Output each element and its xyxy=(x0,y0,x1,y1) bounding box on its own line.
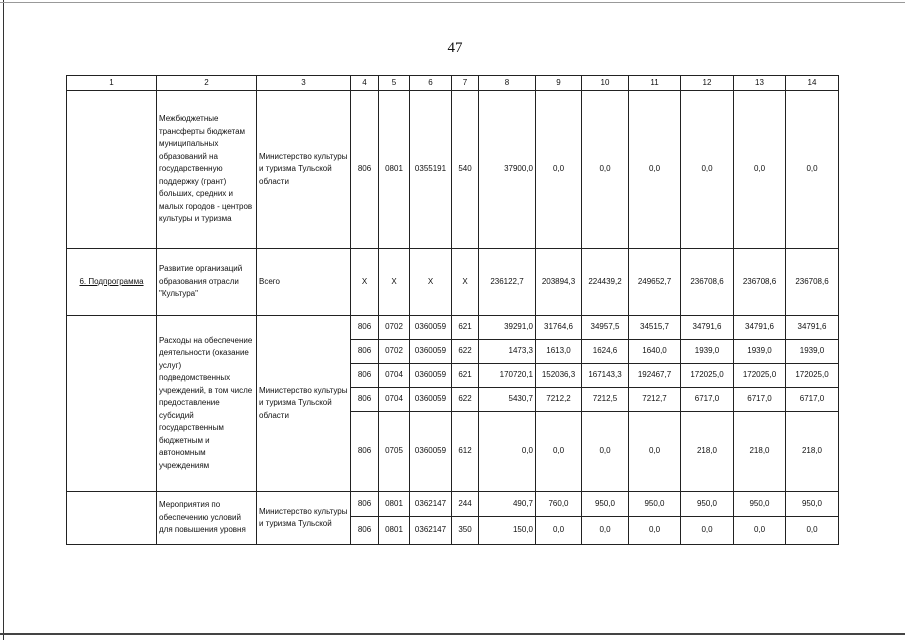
table-cell: X xyxy=(379,249,410,316)
table-cell xyxy=(67,316,157,492)
table-cell: 0801 xyxy=(379,91,410,249)
table-row xyxy=(67,316,839,340)
table-cell: 1939,0 xyxy=(681,340,734,364)
table-cell: 806 xyxy=(351,91,379,249)
header-cell: 2 xyxy=(157,76,257,91)
table-cell: 950,0 xyxy=(629,492,681,517)
table-cell: X xyxy=(452,249,479,316)
table-cell: 167143,3 xyxy=(582,364,629,388)
table-cell: 0,0 xyxy=(681,91,734,249)
subprogram-name: 6. Подпрограмма xyxy=(67,249,157,316)
header-cell: 7 xyxy=(452,76,479,91)
header-row xyxy=(67,76,839,91)
table-cell: 0,0 xyxy=(582,412,629,492)
header-cell: 4 xyxy=(351,76,379,91)
header-cell: 3 xyxy=(257,76,351,91)
table-cell: 1613,0 xyxy=(536,340,582,364)
table-cell: 622 xyxy=(452,340,479,364)
table-cell: 0,0 xyxy=(536,91,582,249)
table-cell: 0360059 xyxy=(410,412,452,492)
table-cell: 0,0 xyxy=(629,517,681,545)
table-cell: 236708,6 xyxy=(786,249,839,316)
header-cell: 13 xyxy=(734,76,786,91)
table-cell: 806 xyxy=(351,412,379,492)
table-cell: 152036,3 xyxy=(536,364,582,388)
table-cell: 0362147 xyxy=(410,492,452,517)
table-cell: 249652,7 xyxy=(629,249,681,316)
table-cell: 0801 xyxy=(379,517,410,545)
scan-edge-left xyxy=(3,0,4,640)
header-cell: 14 xyxy=(786,76,839,91)
table-cell: 1939,0 xyxy=(734,340,786,364)
table-cell: 0360059 xyxy=(410,316,452,340)
table-cell: 0704 xyxy=(379,364,410,388)
table-cell: 950,0 xyxy=(582,492,629,517)
table-cell: 7212,5 xyxy=(582,388,629,412)
table-cell: 760,0 xyxy=(536,492,582,517)
budget-table xyxy=(66,75,839,545)
table-cell: 218,0 xyxy=(734,412,786,492)
page-number: 47 xyxy=(447,40,463,56)
table-cell: 0360059 xyxy=(410,340,452,364)
table-cell: 1473,3 xyxy=(479,340,536,364)
table-cell: 6717,0 xyxy=(681,388,734,412)
table-cell: 0,0 xyxy=(536,412,582,492)
table-cell: 621 xyxy=(452,316,479,340)
table-cell: 0,0 xyxy=(734,517,786,545)
table-cell: 31764,6 xyxy=(536,316,582,340)
table-cell: 37900,0 xyxy=(479,91,536,249)
table-cell: X xyxy=(351,249,379,316)
table-cell: 236708,6 xyxy=(681,249,734,316)
table-cell: 236708,6 xyxy=(734,249,786,316)
table-cell: 0705 xyxy=(379,412,410,492)
table-cell: 192467,7 xyxy=(629,364,681,388)
table-cell: 0801 xyxy=(379,492,410,517)
table-cell: 806 xyxy=(351,517,379,545)
table-cell: 540 xyxy=(452,91,479,249)
table-cell: 34791,6 xyxy=(734,316,786,340)
table-cell: 350 xyxy=(452,517,479,545)
scan-edge-bottom xyxy=(0,633,905,635)
header-cell: 10 xyxy=(582,76,629,91)
table-cell: 236122,7 xyxy=(479,249,536,316)
table-cell: 0360059 xyxy=(410,364,452,388)
table-cell: 34791,6 xyxy=(681,316,734,340)
table-cell: 806 xyxy=(351,340,379,364)
row-executor: Министерство культуры и туризма Тульской области xyxy=(257,316,351,492)
table-cell: 806 xyxy=(351,492,379,517)
header-cell: 12 xyxy=(681,76,734,91)
table-row xyxy=(67,492,839,517)
table-cell: 172025,0 xyxy=(734,364,786,388)
row-executor: Всего xyxy=(257,249,351,316)
table-cell: 203894,3 xyxy=(536,249,582,316)
table-cell: 0702 xyxy=(379,316,410,340)
table-cell: 170720,1 xyxy=(479,364,536,388)
table-cell: 0,0 xyxy=(786,91,839,249)
table-cell: 6717,0 xyxy=(734,388,786,412)
table-cell: 150,0 xyxy=(479,517,536,545)
table-cell: 0,0 xyxy=(582,517,629,545)
table-cell: 0,0 xyxy=(734,91,786,249)
header-cell: 9 xyxy=(536,76,582,91)
table-cell: 0702 xyxy=(379,340,410,364)
row-executor: Министерство культуры и туризма Тульской xyxy=(257,492,351,545)
table-cell: 5430,7 xyxy=(479,388,536,412)
table-cell: 621 xyxy=(452,364,479,388)
table-cell xyxy=(67,91,157,249)
table-cell: 218,0 xyxy=(681,412,734,492)
row-executor: Министерство культуры и туризма Тульской области xyxy=(257,91,351,249)
header-cell: 6 xyxy=(410,76,452,91)
table-cell: 0355191 xyxy=(410,91,452,249)
table-cell xyxy=(67,492,157,545)
row-description: Развитие организаций образования отрасли "Культура" xyxy=(157,249,257,316)
table-cell: 0704 xyxy=(379,388,410,412)
row-description: Расходы на обеспечение деятельности (оказание услуг) подведомственных учреждений, в том числе предоставление субсидий государственным бюджетным и автономным учреждениям xyxy=(157,316,257,492)
table-cell: 224439,2 xyxy=(582,249,629,316)
table-cell: 806 xyxy=(351,316,379,340)
table-cell: 244 xyxy=(452,492,479,517)
table-cell: 0,0 xyxy=(479,412,536,492)
table-cell: 0,0 xyxy=(681,517,734,545)
table-cell: 34515,7 xyxy=(629,316,681,340)
table-cell: 172025,0 xyxy=(786,364,839,388)
table-row-subprogram xyxy=(67,249,839,316)
scan-edge-top xyxy=(0,2,905,3)
table-cell: 806 xyxy=(351,388,379,412)
table-cell: 950,0 xyxy=(681,492,734,517)
table-cell: 7212,2 xyxy=(536,388,582,412)
table-cell: 950,0 xyxy=(734,492,786,517)
header-cell: 5 xyxy=(379,76,410,91)
table-cell: X xyxy=(410,249,452,316)
table-cell: 7212,7 xyxy=(629,388,681,412)
table-cell: 806 xyxy=(351,364,379,388)
table-cell: 34957,5 xyxy=(582,316,629,340)
header-cell: 1 xyxy=(67,76,157,91)
table-cell: 490,7 xyxy=(479,492,536,517)
header-cell: 8 xyxy=(479,76,536,91)
table-cell: 0,0 xyxy=(786,517,839,545)
row-description: Межбюджетные трансферты бюджетам муниципальных образований на государственную поддержку (грант) больших, средних и малых городов - центров культуры и туризма xyxy=(157,91,257,249)
table-cell: 172025,0 xyxy=(681,364,734,388)
table-cell: 0362147 xyxy=(410,517,452,545)
table-cell: 1624,6 xyxy=(582,340,629,364)
table-cell: 0,0 xyxy=(629,91,681,249)
table-cell: 622 xyxy=(452,388,479,412)
table-cell: 1939,0 xyxy=(786,340,839,364)
table-cell: 34791,6 xyxy=(786,316,839,340)
table-cell: 0,0 xyxy=(629,412,681,492)
table-cell: 0,0 xyxy=(536,517,582,545)
table-cell: 950,0 xyxy=(786,492,839,517)
table-cell: 218,0 xyxy=(786,412,839,492)
table-row-transfers xyxy=(67,91,839,249)
table-cell: 0,0 xyxy=(582,91,629,249)
table-cell: 0360059 xyxy=(410,388,452,412)
table-cell: 612 xyxy=(452,412,479,492)
table-cell: 1640,0 xyxy=(629,340,681,364)
table-cell: 6717,0 xyxy=(786,388,839,412)
row-description: Мероприятия по обеспечению условий для повышения уровня xyxy=(157,492,257,545)
table-cell: 39291,0 xyxy=(479,316,536,340)
header-cell: 11 xyxy=(629,76,681,91)
